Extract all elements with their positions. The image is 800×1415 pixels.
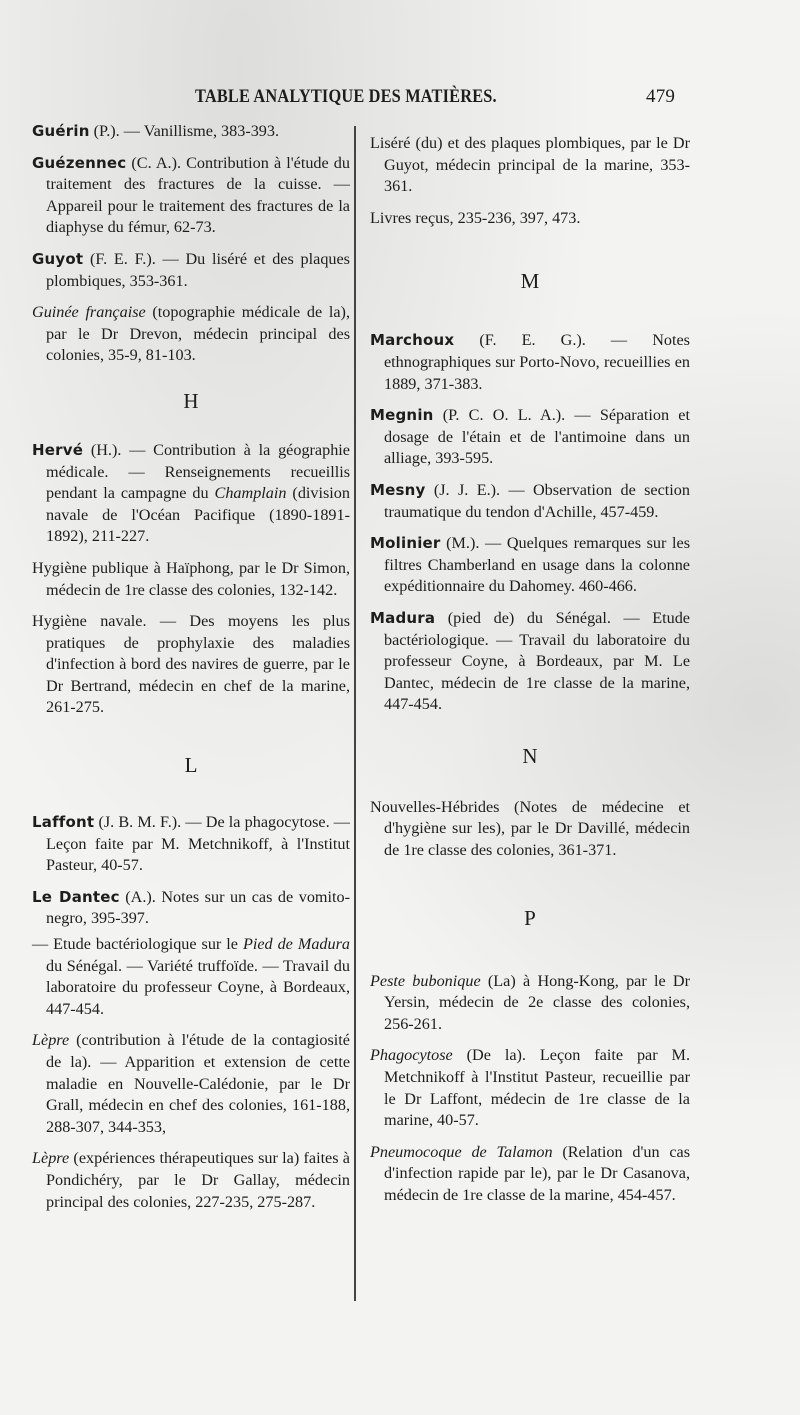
index-entry bbox=[370, 208, 690, 230]
section-letter-p: P bbox=[524, 905, 536, 930]
entry-name: Mesny bbox=[370, 480, 426, 499]
index-entry bbox=[370, 1045, 690, 1131]
index-entry bbox=[370, 405, 690, 470]
entry-name: Guérin bbox=[32, 122, 90, 140]
index-entry bbox=[32, 1030, 350, 1138]
index-entry bbox=[32, 887, 350, 930]
section-letter-l: L bbox=[184, 753, 198, 778]
entry-text: (contribution à l'étude de la contagiosité de la). — Apparition et extension de cette maladie en Nouvelle-Calédonie, par le Dr Grall, médecin en chef des colonies, 161-188, 288-307, 344-353, bbox=[46, 1031, 350, 1136]
entry-text: (A.). Notes sur un cas de vomito-negro, 395-397. bbox=[46, 887, 350, 928]
entry-italic: Peste bubonique bbox=[370, 971, 481, 990]
entry-text: (M.). — Quelques remarques sur les filtres Chamberland en usage dans la colonne expéditionnaire du Dahomey. 460-466. bbox=[384, 534, 690, 596]
entry-name: Molinier bbox=[370, 534, 441, 553]
entry-text: (J. B. M. F.). — De la phagocytose. — Leçon faite par M. Metchnikoff, à l'Institut Pasteur, 40-57. bbox=[46, 813, 350, 875]
entry-text: (expériences thérapeutiques sur la) faites à Pondichéry, par le Dr Gallay, médecin principal des colonies, 227-235, 275-287. bbox=[46, 1149, 350, 1211]
index-entry bbox=[32, 934, 350, 1020]
entry-name: Le Dantec bbox=[32, 887, 120, 906]
entry-name: Madura bbox=[370, 608, 436, 627]
index-entry bbox=[32, 1148, 350, 1213]
left-column bbox=[32, 121, 350, 1223]
entry-text: (J. J. E.). — Observation de section traumatique du tendon d'Achille, 457-459. bbox=[384, 480, 690, 521]
entry-text: (P.). — Vanillisme, 383-393. bbox=[89, 122, 280, 140]
entry-text: (topographie médicale de la), par le Dr Drevon, médecin principal des colonies, 35-9, 81-103. bbox=[46, 303, 350, 365]
entry-text: (H.). — Contribution à la géographie médicale. — Renseignements recueillis pendant la campagne du bbox=[46, 440, 350, 503]
entry-text: (F. E. G.). — Notes ethnographiques sur Porto-Novo, recueillies en 1889, 371-383. bbox=[384, 331, 690, 393]
entry-name: Hervé bbox=[32, 440, 84, 459]
index-entry bbox=[32, 302, 350, 367]
index-entry bbox=[370, 330, 690, 395]
entry-text: Nouvelles-Hébrides (Notes de médecine et d'hygiène sur les), par le Dr Davillé, médecin de 1re classe des colonies, 361-371. bbox=[370, 797, 690, 860]
index-entry bbox=[370, 971, 690, 1036]
entry-italic: Pied de Madura bbox=[242, 935, 350, 954]
entry-text: (division navale de l'Océan Pacifique (1890-1891-1892), 211-227. bbox=[46, 484, 350, 546]
entry-name: Laffont bbox=[32, 813, 95, 832]
index-entry bbox=[370, 533, 690, 598]
entry-text: Hygiène publique à Haïphong, par le Dr Simon, médecin de 1re classe des colonies, 132-142. bbox=[32, 558, 350, 599]
section-letter-m: M bbox=[520, 269, 540, 294]
entry-text: du Sénégal. — Variété truffoïde. — Travail du laboratoire du professeur Coyne, à Bordeaux, 447-454. bbox=[46, 956, 350, 1018]
section-letter-n: N bbox=[522, 743, 538, 768]
entry-name: Guyot bbox=[32, 249, 84, 268]
entry-name: Guézennec bbox=[32, 153, 127, 172]
column-divider bbox=[354, 126, 356, 1301]
page-header bbox=[0, 86, 800, 116]
page-title: TABLE ANALYTIQUE DES MATIÈRES. bbox=[195, 86, 497, 107]
right-column bbox=[370, 133, 690, 1217]
entry-text: (De la). Leçon faite par M. Metchnikoff à l'Institut Pasteur, recueillie par le Dr Laffont, médecin de 1re classe de la marine, 40-57. bbox=[384, 1046, 690, 1130]
entry-italic: Lèpre bbox=[32, 1031, 70, 1050]
entry-text: (Relation d'un cas d'infection rapide par le), par le Dr Casanova, médecin de 1re classe de la marine, 454-457. bbox=[384, 1142, 690, 1204]
index-entry bbox=[370, 797, 690, 862]
entry-italic: Pneumocoque de Talamon bbox=[370, 1142, 553, 1161]
index-entry bbox=[32, 440, 350, 548]
index-entry bbox=[32, 121, 350, 143]
index-entry bbox=[32, 611, 350, 719]
index-entry bbox=[32, 812, 350, 877]
entry-italic: Phagocytose bbox=[370, 1046, 453, 1065]
entry-text: (F. E. F.). — Du liséré et des plaques plombiques, 353-361. bbox=[46, 249, 350, 290]
entry-name: Marchoux bbox=[370, 331, 455, 350]
entry-text: (pied de) du Sénégal. — Etude bactériologique. — Travail du laboratoire du professeur Coyne, à Bordeaux, par M. Le Dantec, médecin de 1re classe de la marine, 447-454. bbox=[384, 608, 690, 714]
entry-italic: Guinée française bbox=[32, 303, 146, 322]
index-entry bbox=[370, 608, 690, 716]
entry-text: Hygiène navale. — Des moyens les plus pratiques de prophylaxie des maladies d'infection à bord des navires de guerre, par le Dr Bertrand, médecin en chef de la marine, 261-275. bbox=[32, 612, 350, 717]
entry-text: (C. A.). Contribution à l'étude du traitement des fractures de la cuisse. — Appareil pour le traitement des fractures de la diaphyse du fémur, 62-73. bbox=[46, 153, 350, 237]
section-letter-h: H bbox=[183, 388, 199, 413]
entry-text: (La) à Hong-Kong, par le Dr Yersin, médecin de 2e classe des colonies, 256-261. bbox=[384, 971, 690, 1033]
entry-italic: Lèpre bbox=[32, 1149, 70, 1168]
page-number: 479 bbox=[646, 86, 676, 107]
entry-text: (P. C. O. L. A.). — Séparation et dosage de l'étain et de l'antimoine dans un alliage, 393-595. bbox=[384, 406, 690, 468]
index-entry bbox=[370, 133, 690, 198]
index-entry bbox=[370, 1142, 690, 1207]
entry-text: Livres reçus, 235-236, 397, 473. bbox=[370, 208, 581, 227]
entry-italic: Champlain bbox=[214, 484, 287, 503]
index-entry bbox=[32, 153, 350, 239]
entry-text: Liséré (du) et des plaques plombiques, par le Dr Guyot, médecin principal de la marine, 353-361. bbox=[370, 134, 690, 196]
entry-name: Megnin bbox=[370, 406, 434, 425]
index-entry bbox=[32, 249, 350, 292]
index-entry bbox=[370, 480, 690, 523]
index-entry bbox=[32, 558, 350, 601]
entry-text: — Etude bactériologique sur le bbox=[32, 935, 243, 954]
